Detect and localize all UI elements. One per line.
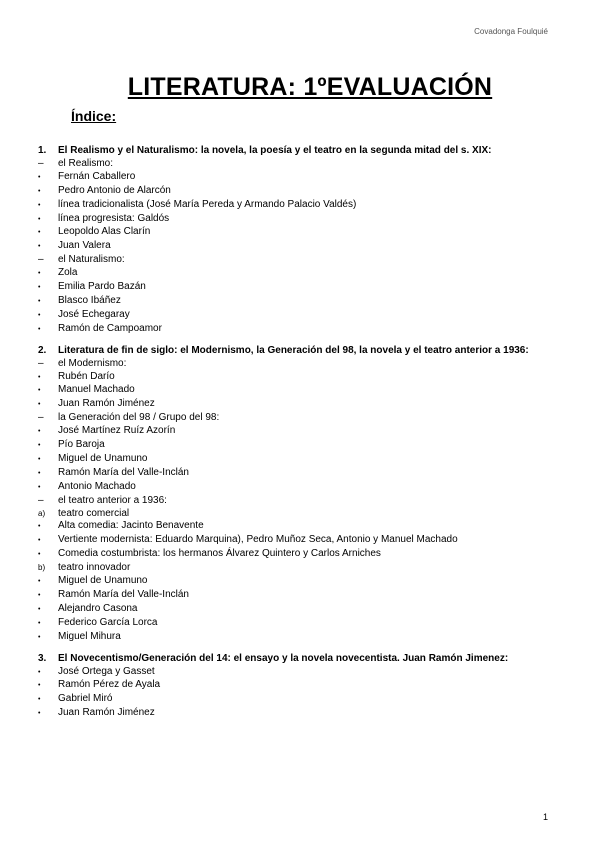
list-marker: • xyxy=(38,605,41,613)
list-marker: – xyxy=(38,357,44,369)
list-item xyxy=(38,631,583,645)
list-item xyxy=(38,520,583,534)
list-item-text: Alta comedia: Jacinto Benavente xyxy=(58,520,204,532)
list-item xyxy=(38,534,583,548)
author-name: Covadonga Foulquié xyxy=(474,27,548,36)
list-item-text: Juan Ramón Jiménez xyxy=(58,398,155,410)
list-item-text: Zola xyxy=(58,267,78,279)
list-marker: • xyxy=(38,284,41,292)
list-item-text: Juan Valera xyxy=(58,240,111,252)
section-heading-text: El Novecentismo/Generación del 14: el ensayo y la novela novecentista. Juan Ramón Jimenez: xyxy=(58,652,509,664)
list-marker: • xyxy=(38,428,41,436)
list-item-text: Blasco Ibáñez xyxy=(58,294,121,306)
list-item-text: Antonio Machado xyxy=(58,480,136,492)
list-item-text: línea tradicionalista (José María Pereda y Armando Palacio Valdés) xyxy=(58,198,357,210)
list-item xyxy=(38,412,583,425)
list-marker: • xyxy=(38,551,41,559)
list-item xyxy=(38,575,583,589)
index-section xyxy=(38,653,583,722)
list-item-text: José Echegaray xyxy=(58,308,130,320)
list-item-text: teatro innovador xyxy=(58,562,131,574)
section-heading-text: Literatura de fin de siglo: el Modernismo, la Generación del 98, la novela y el teatro anterior a 1936: xyxy=(58,344,529,356)
list-item xyxy=(38,295,583,309)
list-marker: • xyxy=(38,373,41,381)
list-item xyxy=(38,693,583,707)
list-item-text: Miguel de Unamuno xyxy=(58,575,148,587)
list-item xyxy=(38,439,583,453)
list-item-text: Juan Ramón Jiménez xyxy=(58,707,155,719)
list-marker: – xyxy=(38,157,44,169)
list-marker: • xyxy=(38,578,41,586)
list-item-text: Manuel Machado xyxy=(58,384,135,396)
section-heading-text: El Realismo y el Naturalismo: la novela, la poesía y el teatro en la segunda mitad del s. XIX: xyxy=(58,145,492,156)
list-item xyxy=(38,358,583,371)
list-marker: • xyxy=(38,215,41,223)
list-item xyxy=(38,589,583,603)
list-marker: • xyxy=(38,442,41,450)
list-item-text: Pedro Antonio de Alarcón xyxy=(58,184,171,196)
list-item-text: el Modernismo: xyxy=(58,357,127,369)
list-marker: • xyxy=(38,173,41,181)
list-item xyxy=(38,617,583,631)
list-marker: • xyxy=(38,668,41,676)
list-item-text: Federico García Lorca xyxy=(58,616,158,628)
list-item xyxy=(38,213,583,227)
list-item-text: Gabriel Miró xyxy=(58,693,113,705)
list-marker: • xyxy=(38,270,41,278)
list-item-text: José Martínez Ruíz Azorín xyxy=(58,425,176,437)
list-marker: • xyxy=(38,696,41,704)
list-item xyxy=(38,323,583,337)
index-section xyxy=(38,145,583,337)
list-marker: • xyxy=(38,537,41,545)
section-number: 3. xyxy=(38,652,47,664)
list-marker: • xyxy=(38,469,41,477)
list-marker: • xyxy=(38,187,41,195)
section-heading xyxy=(38,145,583,158)
list-marker: • xyxy=(38,325,41,333)
list-item xyxy=(38,384,583,398)
list-item xyxy=(38,309,583,323)
list-item-text: teatro comercial xyxy=(58,507,130,519)
list-item xyxy=(38,495,583,508)
section-heading xyxy=(38,345,583,358)
list-item xyxy=(38,281,583,295)
list-item-text: Fernán Caballero xyxy=(58,170,136,182)
list-item xyxy=(38,481,583,495)
list-item xyxy=(38,398,583,412)
section-heading xyxy=(38,653,583,666)
list-item-text: Miguel de Unamuno xyxy=(58,452,148,464)
list-marker: • xyxy=(38,401,41,409)
list-item xyxy=(38,199,583,213)
list-item-text: Comedia costumbrista: los hermanos Álvarez Quintero y Carlos Arniches xyxy=(58,548,381,560)
list-item xyxy=(38,467,583,481)
index-section xyxy=(38,345,583,645)
list-item-text: Emilia Pardo Bazán xyxy=(58,281,146,293)
index-content xyxy=(38,145,583,729)
list-marker: • xyxy=(38,619,41,627)
list-item-text: Leopoldo Alas Clarín xyxy=(58,226,151,238)
list-marker: – xyxy=(38,494,44,506)
section-number: 2. xyxy=(38,344,47,356)
list-item-text: Alejandro Casona xyxy=(58,602,138,614)
list-item xyxy=(38,453,583,467)
list-marker: – xyxy=(38,254,44,266)
list-item xyxy=(38,371,583,385)
list-item-text: Ramón María del Valle-Inclán xyxy=(58,466,189,478)
list-item xyxy=(38,707,583,721)
list-item xyxy=(38,171,583,185)
list-marker: • xyxy=(38,387,41,395)
list-item-text: el teatro anterior a 1936: xyxy=(58,494,167,506)
list-marker: a) xyxy=(38,508,46,518)
list-item xyxy=(38,267,583,281)
list-item-text: Vertiente modernista: Eduardo Marquina), Pedro Muñoz Seca, Antonio y Manuel Machado xyxy=(58,534,458,546)
list-marker: • xyxy=(38,523,41,531)
list-item xyxy=(38,425,583,439)
list-marker: • xyxy=(38,455,41,463)
list-marker: • xyxy=(38,710,41,718)
list-item-text: línea progresista: Galdós xyxy=(58,212,170,224)
list-item xyxy=(38,185,583,199)
list-marker: b) xyxy=(38,563,46,573)
list-item-text: Rubén Darío xyxy=(58,370,115,382)
list-item xyxy=(38,158,583,171)
list-marker: • xyxy=(38,311,41,319)
list-item xyxy=(38,548,583,562)
index-heading: Índice: xyxy=(71,108,117,124)
list-item xyxy=(38,240,583,254)
list-marker: • xyxy=(38,592,41,599)
list-item-text: Miguel Mihura xyxy=(58,630,121,642)
list-marker: • xyxy=(38,243,41,251)
list-item-text: Ramón María del Valle-Inclán xyxy=(58,589,189,600)
list-item xyxy=(38,562,583,575)
list-item-text: Pío Baroja xyxy=(58,439,105,451)
list-item xyxy=(38,508,583,521)
list-item xyxy=(38,679,583,693)
section-number: 1. xyxy=(38,145,47,156)
list-marker: • xyxy=(38,297,41,305)
list-marker: • xyxy=(38,483,41,491)
list-marker: • xyxy=(38,633,41,641)
list-item-text: José Ortega y Gasset xyxy=(58,665,155,677)
list-item-text: el Naturalismo: xyxy=(58,254,125,266)
list-item-text: el Realismo: xyxy=(58,157,114,169)
list-marker: • xyxy=(38,201,41,209)
list-marker: – xyxy=(38,412,44,424)
list-item xyxy=(38,254,583,267)
page-title: LITERATURA: 1ºEVALUACIÓN xyxy=(127,73,493,101)
list-item xyxy=(38,666,583,680)
list-item-text: Ramón de Campoamor xyxy=(58,322,162,334)
page-number: 1 xyxy=(543,812,549,822)
list-marker: • xyxy=(38,229,41,237)
list-marker: • xyxy=(38,682,41,690)
list-item-text: la Generación del 98 / Grupo del 98: xyxy=(58,412,220,424)
list-item xyxy=(38,603,583,617)
list-item-text: Ramón Pérez de Ayala xyxy=(58,679,161,691)
list-item xyxy=(38,226,583,240)
